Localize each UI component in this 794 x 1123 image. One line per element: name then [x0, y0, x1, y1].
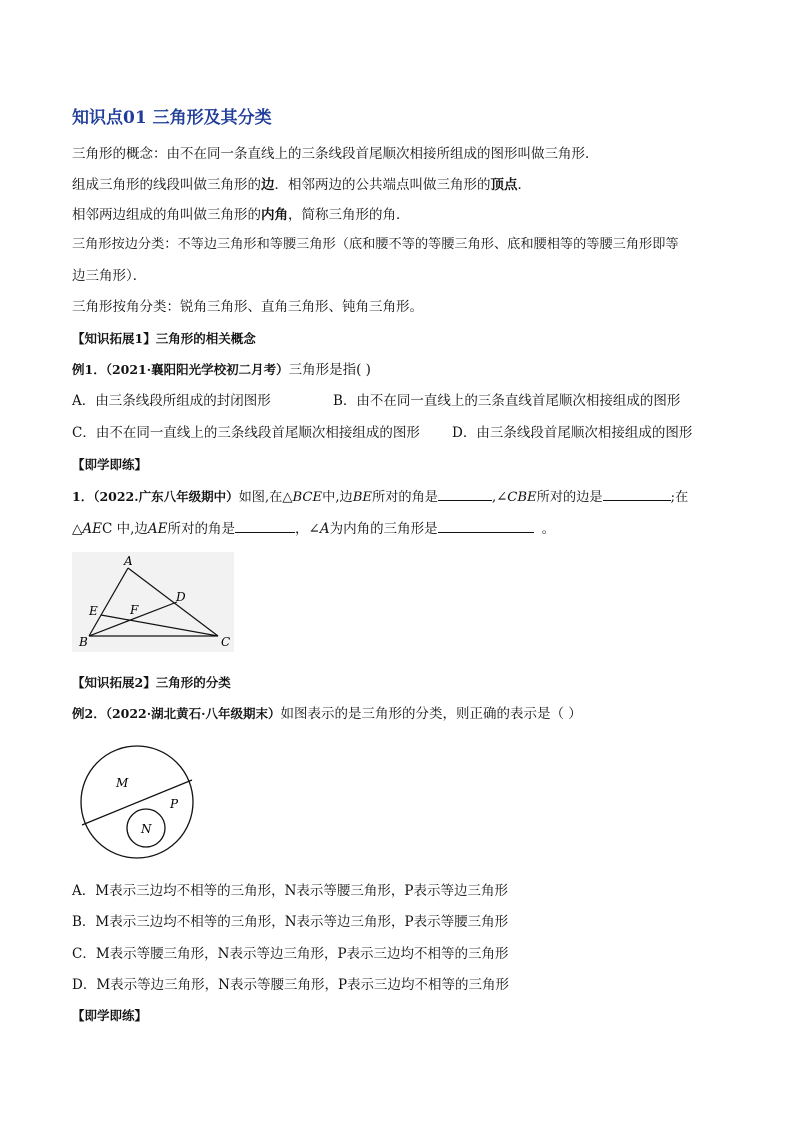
- text-span: ．相邻两边的公共端点叫做三角形的: [274, 177, 491, 193]
- text-span: C 中,边: [102, 521, 148, 537]
- figure-background: [72, 552, 234, 652]
- text-span: 中,边: [322, 490, 353, 505]
- term-side: 边: [261, 177, 275, 193]
- concept-side-vertex: [72, 175, 531, 195]
- concept-definition: 三角形的概念：由不在同一条直线上的三条线段首尾顺次相接所组成的图形叫做三角形．: [72, 146, 599, 162]
- example1-option-d: D．由三条线段首尾顺次相接组成的图形: [452, 425, 693, 441]
- text-span: ,∠: [492, 490, 508, 505]
- label-d: D: [176, 590, 186, 604]
- example1-question: [72, 360, 371, 380]
- math-var: AE: [147, 521, 168, 537]
- example2-question: [72, 704, 582, 724]
- ext1-heading: 【知识拓展1】三角形的相关概念: [72, 331, 256, 346]
- section-title: 知识点01 三角形及其分类: [72, 108, 272, 128]
- concept-classify-by-angle: 三角形按角分类：锐角三角形、直角三角形、钝角三角形。: [72, 299, 423, 315]
- label-n: N: [141, 822, 152, 836]
- text-span: 如图,在△: [238, 490, 293, 505]
- concept-interior-angle: [72, 205, 410, 225]
- example1-label: 例1．（2021·襄阳阳光学校初二月考）: [72, 362, 289, 377]
- math-var: CBE: [507, 490, 537, 505]
- example2-option-d: D．M表示等边三角形，N表示等腰三角形，P表示三边均不相等的三角形: [72, 977, 510, 993]
- label-b: B: [79, 635, 88, 649]
- label-e: E: [89, 604, 98, 618]
- example2-option-c: C．M表示等腰三角形，N表示等边三角形，P表示三边均不相等的三角形: [72, 946, 509, 962]
- concept-classify-by-side: 三角形按边分类：不等边三角形和等腰三角形（底和腰不等的等腰三角形、底和腰相等的等腰三角形即等: [72, 237, 679, 252]
- ext2-heading: 【知识拓展2】三角形的分类: [72, 675, 231, 690]
- text-span: ，简称三角形的角．: [288, 207, 410, 223]
- math-var: BCE: [292, 490, 323, 505]
- example1-option-b: B．由不在同一直线上的三条直线首尾顺次相接组成的图形: [333, 393, 681, 409]
- example2-option-b: B．M表示三边均不相等的三角形，N表示等边三角形，P表示等腰三角形: [72, 914, 509, 930]
- practice1-label: 1．（2022.广东八年级期中）: [72, 489, 239, 504]
- math-var: A: [319, 521, 330, 537]
- text-span: 为内角的三角形是: [329, 521, 438, 537]
- label-f: F: [130, 603, 139, 617]
- text-span: ，∠: [295, 521, 320, 537]
- label-c: C: [221, 635, 231, 649]
- text-span: 。: [541, 521, 556, 537]
- classification-figure: [72, 743, 204, 863]
- practice1-question-line2: [72, 518, 555, 539]
- term-vertex: 顶点: [490, 177, 518, 193]
- text-span: ;在: [670, 490, 689, 505]
- example1-option-c: C．由不在同一直线上的三条线段首尾顺次相接组成的图形: [72, 425, 420, 441]
- text-span: ．: [517, 177, 531, 193]
- text-span: 组成三角形的线段叫做三角形的: [72, 177, 261, 193]
- triangle-figure: [72, 552, 234, 652]
- example2-label: 例2．（2022·湖北黄石·八年级期末）: [72, 706, 281, 721]
- text-span: △: [72, 521, 83, 537]
- practice1-question-line1: [72, 486, 688, 508]
- concept-classify-by-side-cont: 边三角形）．: [72, 268, 147, 284]
- label-p: P: [170, 797, 179, 811]
- example2-text: 如图表示的是三角形的分类，则正确的表示是（ ）: [280, 706, 582, 722]
- answer-blank[interactable]: [603, 486, 671, 501]
- example2-option-a: A．M表示三边均不相等的三角形，N表示等腰三角形，P表示等边三角形: [72, 883, 508, 899]
- label-m: M: [116, 776, 129, 790]
- math-var: BE: [352, 490, 373, 505]
- answer-blank[interactable]: [235, 518, 295, 533]
- text-span: 相邻两边组成的角叫做三角形的: [72, 207, 261, 223]
- practice2-heading: 【即学即练】: [72, 1008, 148, 1023]
- label-a: A: [124, 554, 133, 568]
- text-span: 所对的角是: [167, 521, 236, 537]
- example1-option-a: A．由三条线段所组成的封闭图形: [72, 393, 271, 409]
- answer-blank[interactable]: [438, 486, 492, 501]
- term-interior-angle: 内角: [261, 207, 288, 223]
- example1-text: 三角形是指( ): [288, 362, 371, 378]
- text-span: 所对的边是: [536, 490, 603, 505]
- math-var: AE: [82, 521, 102, 537]
- answer-blank[interactable]: [438, 518, 534, 533]
- text-span: 所对的角是: [372, 490, 438, 505]
- practice1-heading: 【即学即练】: [72, 457, 148, 472]
